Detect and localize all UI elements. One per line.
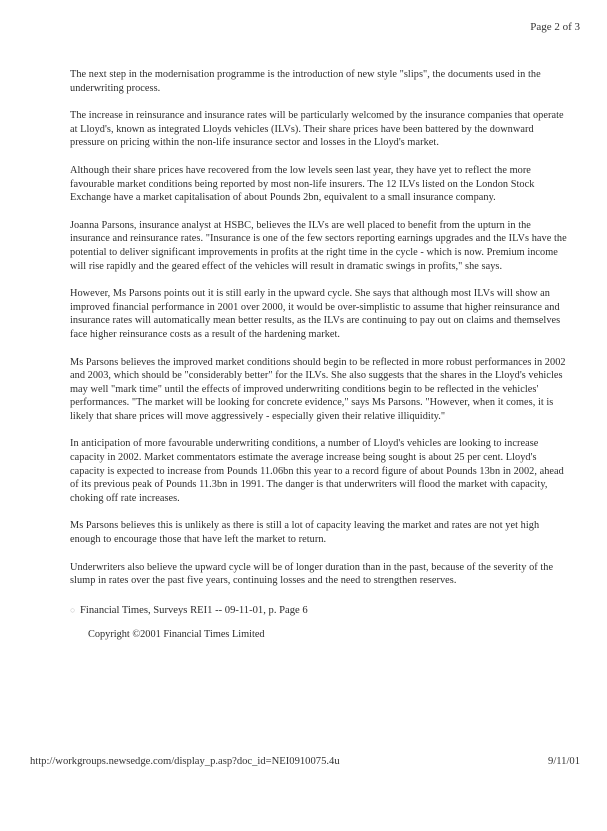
paragraph-8: Ms Parsons believes this is unlikely as there is still a lot of capacity leaving the market and rates are not yet high enough to encourage those that have left the market to return. (70, 520, 540, 546)
source-line (70, 604, 570, 617)
copyright-notice: Copyright ©2001 Financial Times Limited (88, 628, 265, 640)
footer-url: http://workgroups.newsedge.com/display_p.asp?doc_id=NEI0910075.4u (30, 756, 340, 767)
article-body (70, 68, 570, 640)
paragraph-1: The next step in the modernisation programme is the introduction of new style "slips", the documents used in the underwriting process. (70, 69, 541, 94)
paragraph-3: Although their share prices have recovered from the low levels seen last year, they have yet to reflect the more favourable market conditions being reported by most non-life insurers. The 12 ILVs listed on the London Stock Exchange have a market capitalisation of about Pounds 2bn, equivalent to a small insurance company. (70, 164, 535, 204)
bullet-icon: ○ (70, 604, 76, 615)
page-number: Page 2 of 3 (530, 21, 580, 33)
paragraph-6: Ms Parsons believes the improved market conditions should begin to be reflected in more robust performances in 2002 and 2003, which should be "considerably better" for the ILVs. She also suggests that the shares in the Lloyd's vehicles may well "mark time" until the effects of improved underwriting conditions begin to be reflected in the vehicles' performances. "The market will be looking for concrete evidence," says Ms Parsons. "However, when it comes, it is likely that share prices will move aggressively - especially given their relative illiquidity." (70, 356, 566, 422)
paragraph-5: However, Ms Parsons points out it is still early in the upward cycle. She says that although most ILVs will show an improved financial performance in 2001 over 2000, it would be over-simplistic to assume that higher reinsurance and insurance rates will automatically mean better results, as the ILVs are continuing to pay out on claims and themselves face higher reinsurance costs as a result of the hardening market. (70, 288, 561, 340)
paragraph-4: Joanna Parsons, insurance analyst at HSBC, believes the ILVs are well placed to benefit from the upturn in the insurance and reinsurance rates. "Insurance is one of the few sectors reporting earnings upgrades and the ILVs have the potential to deliver significant improvements in profits at the right time in the cycle - which is now. Premium income will rise rapidly and the geared effect of the vehicles will result in dramatic swings in profits," she says. (70, 219, 567, 272)
paragraph-2: The increase in reinsurance and insurance rates will be particularly welcomed by the insurance companies that operate at Lloyd's, known as integrated Lloyds vehicles (ILVs). Their share prices have been battered by the downward pressure on pricing within the non-life insurance sector and losses in the Lloyd's market. (70, 110, 564, 149)
source-text: Financial Times, Surveys REI1 -- 09-11-01, p. Page 6 (80, 604, 308, 616)
footer-date: 9/11/01 (548, 756, 580, 767)
paragraph-7: In anticipation of more favourable underwriting conditions, a number of Lloyd's vehicles are looking to increase capacity in 2002. Market commentators estimate the average increase being sought is about 25 per cent. Lloyd's capacity is expected to increase from Pounds 11.06bn this year to a record figure of about Pounds 13bn in 2002, ahead of its previous peak of Pounds 11.3bn in 1991. The danger is that underwriters will flood the market with capacity, choking off rate increases. (70, 438, 564, 504)
paragraph-9: Underwriters also believe the upward cycle will be of longer duration than in the past, because of the severity of the slump in rates over the past five years, continuing losses and the need to strengthen reserves. (70, 561, 554, 587)
